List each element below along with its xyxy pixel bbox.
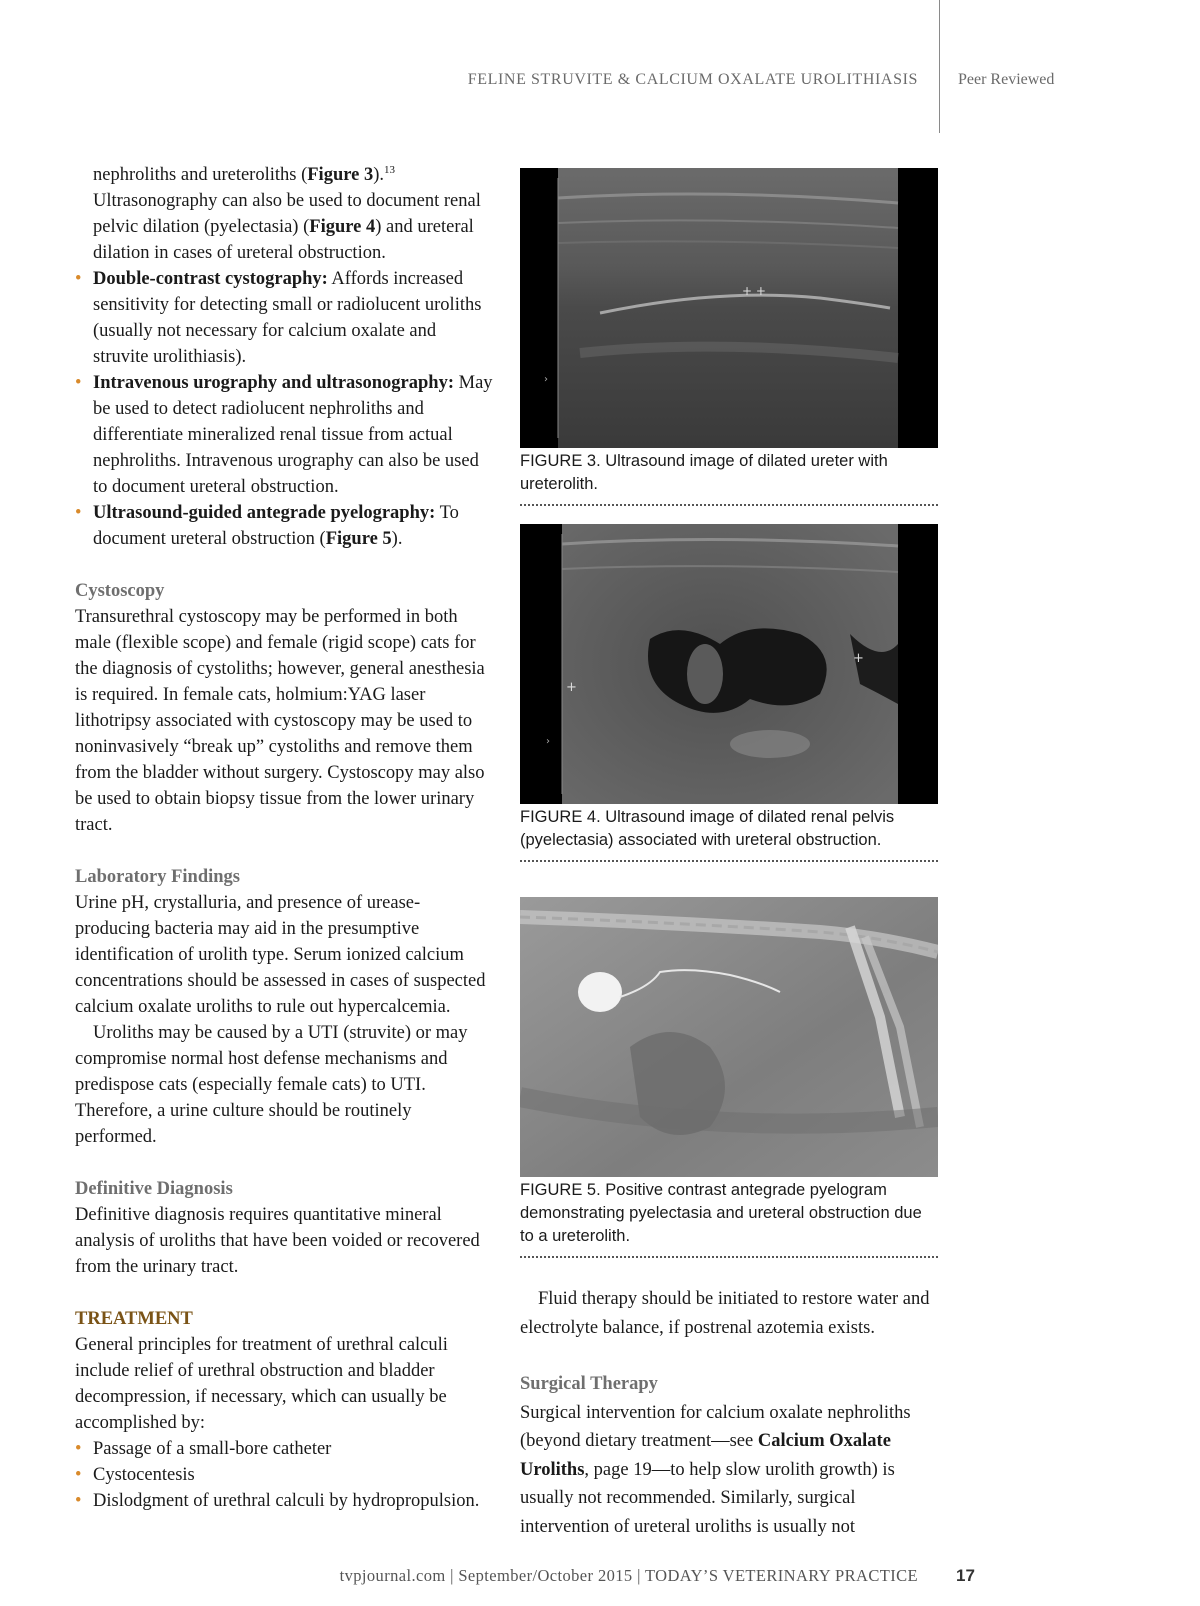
definitive-diagnosis-heading: Definitive Diagnosis [75,1179,233,1199]
bullet-term: Ultrasound-guided antegrade pyelography: [93,503,436,523]
svg-text:+: + [853,651,864,666]
citation-13[interactable]: 13 [384,163,395,176]
text-run: Ultrasonography can also be used to document renal pelvic dilation (pyelectasia) ( [93,191,481,237]
figure-3-ref[interactable]: Figure 3 [307,165,374,185]
svg-text:›: › [546,736,550,747]
bullet-text: ). [391,529,403,549]
figure-3 [520,168,938,506]
list-item [75,1488,495,1514]
cystoscopy-heading: Cystoscopy [75,581,165,601]
bullet-icon: • [75,1491,82,1511]
list-item [75,1436,495,1462]
svg-text:›: › [544,374,548,385]
right-column-text [520,1285,938,1541]
lab-findings-heading: Laboratory Findings [75,867,240,887]
bullet-icon: • [75,373,82,393]
header-divider [939,0,940,133]
figure-4-ref[interactable]: Figure 4 [309,217,376,237]
treatment-paragraph: General principles for treatment of urethral calculi include relief of urethral obstruction and bladder decompression, if necessary, which can usually be accomplished by: [75,1335,448,1433]
bullet-icon: • [75,1439,82,1459]
bullet-text: May be used to detect radiolucent nephroliths and differentiate mineralized renal tissue from actual nephroliths. Intravenous urography can also be used to document ureteral obstruction. [93,373,493,497]
lab-paragraph-2: Uroliths may be caused by a UTI (struvite) or may compromise normal host defense mechanisms and predispose cats (especially female cats) to UTI. Therefore, a urine culture should be routinely performed. [75,1023,468,1147]
calcium-oxalate-uroliths-ref[interactable]: Calcium Oxalate Uroliths [520,1431,891,1480]
list-item [75,370,495,500]
caption-divider [520,504,938,506]
page-header [0,0,1200,140]
definitive-paragraph: Definitive diagnosis requires quantitative mineral analysis of uroliths that have been voided or recovered from the urinary tract. [75,1205,480,1277]
text-run: nephroliths and ureteroliths ( [93,165,308,185]
treatment-bullet-list [75,1436,495,1514]
text-run: Surgical intervention for calcium oxalate nephroliths (beyond dietary treatment—see [520,1402,911,1451]
peer-reviewed-label: Peer Reviewed [958,71,1055,88]
bullet-icon: • [75,1465,82,1485]
text-run: ) and ureteral dilation in cases of ureteral obstruction. [93,217,474,263]
svg-text:+ +: + + [742,284,766,298]
figure-4-caption: FIGURE 4. Ultrasound image of dilated renal pelvis (pyelectasia) associated with ureteral obstruction. [520,808,895,849]
imaging-continuation [75,162,495,266]
figure-4-ultrasound-image [520,524,938,804]
list-item [75,1462,495,1488]
bullet-term: Double-contrast cystography: [93,269,328,289]
page-footer [0,1566,1200,1590]
running-title: FELINE STRUVITE & CALCIUM OXALATE UROLITHIASIS [467,71,918,88]
figure-5-caption: FIGURE 5. Positive contrast antegrade pyelogram demonstrating pyelectasia and ureteral obstruction due to a ureterolith. [520,1181,922,1245]
cystoscopy-paragraph: Transurethral cystoscopy may be performed in both male (flexible scope) and female (rigid scope) cats for the diagnosis of cystoliths; however, general anesthesia is required. In female cats, holmium:YAG laser lithotripsy associated with cystoscopy may be used to noninvasively “break up” cystoliths and remove them from the bladder without surgery. Cystoscopy may also be used to obtain biopsy tissue from the lower urinary tract. [75,607,485,835]
bullet-icon: • [75,503,82,523]
figure-5-ref[interactable]: Figure 5 [325,529,392,549]
page-number: 17 [956,1566,975,1585]
left-column [75,162,495,1514]
text-run: , page 19—to help slow urolith growth) is usually not recommended. Similarly, surgical intervention of ureteral uroliths is usually not [520,1459,895,1537]
footer-text: tvpjournal.com | September/October 2015 | TODAY’S VETERINARY PRACTICE [339,1566,918,1585]
bullet-text: Passage of a small-bore catheter [93,1439,332,1459]
list-item [75,500,495,552]
caption-divider [520,1256,938,1258]
fluid-therapy-paragraph: Fluid therapy should be initiated to restore water and electrolyte balance, if postrenal azotemia exists. [520,1289,930,1338]
list-item [75,266,495,370]
svg-text:+: + [566,680,577,695]
bullet-text: To document ureteral obstruction ( [93,503,459,549]
figure-5-radiograph-image [520,897,938,1177]
surgical-therapy-paragraph [520,1399,938,1542]
caption-divider [520,860,938,862]
bullet-icon: • [75,269,82,289]
bullet-term: Intravenous urography and ultrasonography: [93,373,454,393]
bullet-text: Cystocentesis [93,1465,195,1485]
figure-3-caption: FIGURE 3. Ultrasound image of dilated ureter with ureterolith. [520,452,888,493]
figure-5 [520,897,938,1258]
surgical-therapy-heading: Surgical Therapy [520,1374,658,1394]
lab-paragraph-1: Urine pH, crystalluria, and presence of urease-producing bacteria may aid in the presumptive identification of urolith type. Serum ionized calcium concentrations should be assessed in cases of suspected calcium oxalate uroliths to rule out hypercalcemia. [75,893,486,1017]
figure-4 [520,524,938,862]
figure-3-ultrasound-image [520,168,938,448]
treatment-heading: TREATMENT [75,1309,193,1329]
bullet-text: Dislodgment of urethral calculi by hydropropulsion. [93,1491,480,1511]
imaging-bullet-list [75,266,495,552]
bullet-text: Affords increased sensitivity for detecting small or radiolucent uroliths (usually not necessary for calcium oxalate and struvite urolithiasis). [93,269,482,367]
text-run: ). [373,165,384,185]
